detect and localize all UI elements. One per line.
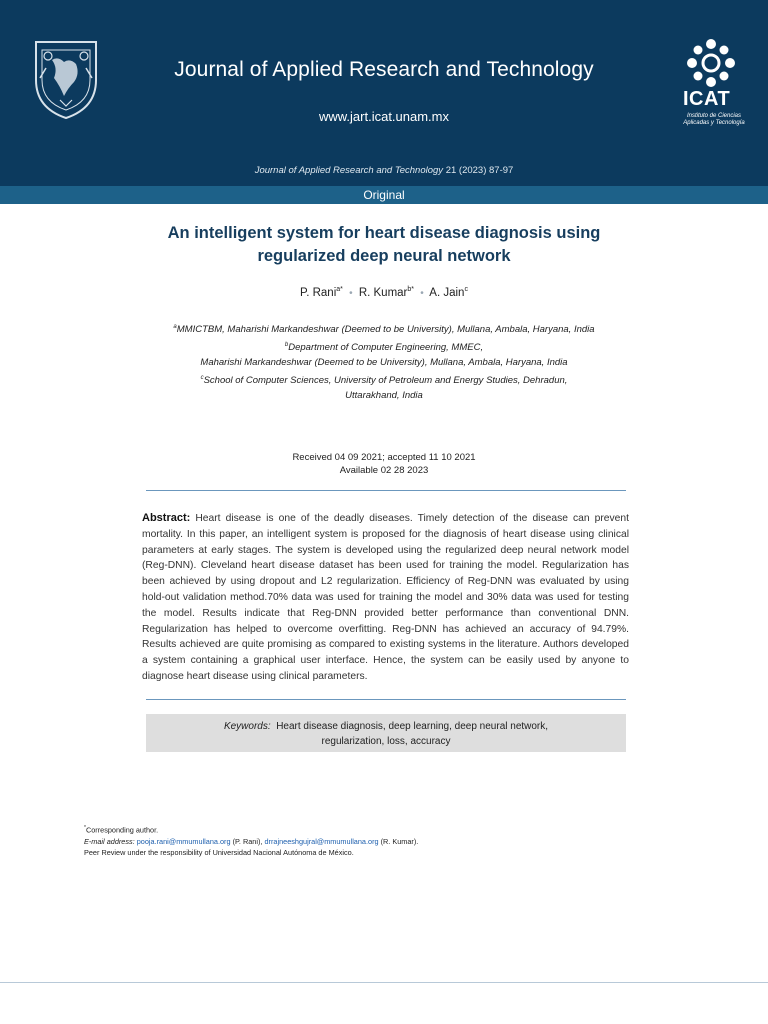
keywords-line2: regularization, loss, accuracy [321,736,451,747]
email-link[interactable]: pooja.rani@mmumullana.org [136,836,231,846]
abstract-text: Heart disease is one of the deadly diseases. Timely detection of the disease can prevent mortality. In this paper, an intelligent system is proposed for the diagnosis of heart disease using clinical parameters at early stages. The system is developed using the regularized deep neural network model (Reg-DNN). Cleveland heart disease dataset has been used for training the model. Regularization has been achieved by using dropout and L2 regularization. Efficiency of Reg-DNN was evaluated by using hold-out validation method.70% data was used for training the model and 30% data was used for testing the model. Results indicate that Reg-DNN provided better performance than conventional DNN. Regularization has helped to overcome overfitting. Reg-DNN has achieved an accuracy of 94.79%. Results achieved are quite promising as compared to existing systems in the literature. Authors developed a system containing a graphical user interface. Hence, the system can be easily used by anyone to diagnose heart disease using clinical parameters. [142,513,629,682]
affiliation-line: Maharishi Markandeshwar (Deemed to be University), Mullana, Ambala, Haryana, India [200,356,568,368]
divider [146,699,626,700]
citation-volume: 21 (2023) 87-97 [443,165,514,176]
received-accepted-date: Received 04 09 2021; accepted 11 10 2021 [292,452,476,463]
author-name: P. Rani [300,286,337,299]
journal-url[interactable]: www.jart.icat.unam.mx [318,109,450,124]
available-date: Available 02 28 2023 [339,464,429,476]
article-title-line1: An intelligent system for heart disease diagnosis using [167,224,601,242]
email-link[interactable]: drrajneeshgujral@mmumullana.org [264,836,379,846]
affiliation-line: $^b$Department of Computer Engineering, MMEC, [284,341,484,354]
keywords-text: Heart disease diagnosis, deep learning, deep neural network, [276,721,549,732]
affiliation-line: Uttarakhand, India [345,389,423,401]
icat-subtitle [679,113,749,127]
author-list [0,286,768,299]
abstract [142,511,629,685]
author-affiliation-mark: b* [407,286,415,293]
author-affiliation-mark: c [464,286,468,293]
citation-line [0,165,768,176]
article-title-line2: regularized deep neural network [257,247,511,265]
article-dates [0,452,768,477]
author-name: R. Kumar [358,286,408,299]
page-bottom-rule [0,982,768,983]
corresponding-author: *Corresponding author. [84,825,159,835]
affiliation-line: $^c$School of Computer Sciences, University of Petroleum and Energy Studies, Dehradun, [200,374,568,386]
journal-title: Journal of Applied Research and Technology [174,58,594,81]
footnote [84,823,418,859]
citation-journal: Journal of Applied Research and Technology [254,165,444,176]
divider [146,490,626,491]
keywords-label: Keywords: [223,721,271,732]
email-label: E-mail address: [84,836,135,846]
affiliation-line: $^a$MMICTBM, Maharishi Markandeshwar (Deemed to be University), Mullana, Ambala, Haryana, India [173,324,595,336]
email-line: E-mail address: pooja.rani@mmumullana.org (P. Rani), drrajneeshgujral@mmumullana.org (R. Kumar). [84,836,419,846]
article-title [0,222,768,268]
icat-subtitle-line2: Aplicadas y Tecnología [683,120,745,126]
icat-subtitle-line1: Instituto de Ciencias [686,113,742,119]
author-separator: • [420,287,424,299]
keywords-box [146,714,626,752]
section-label: Original [0,186,768,204]
affiliations [0,320,768,403]
icat-logo-icon [676,38,746,88]
journal-header [0,0,768,186]
icat-name: ICAT [683,88,731,110]
keywords-line1 [146,719,626,734]
author-affiliation-mark: a* [336,286,343,293]
author-name: A. Jain [429,286,465,299]
peer-review-note: Peer Review under the responsibility of Universidad Nacional Autónoma de México. [84,848,354,858]
author-separator: • [349,287,353,299]
abstract-label: Abstract: [142,512,191,524]
